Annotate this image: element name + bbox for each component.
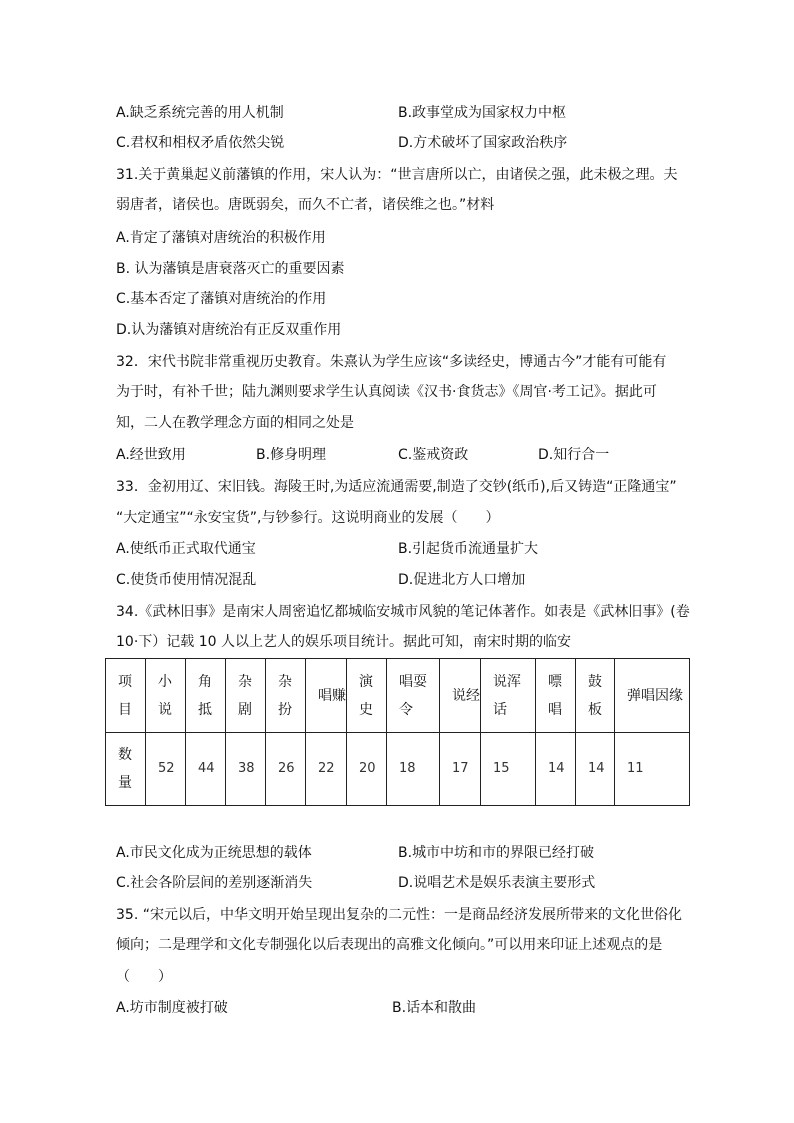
q32-stem-line-2: 为于时，有补千世；陆九渊则要求学生认真阅读《汉书·食货志》《周官·考工记》。据此可 <box>116 384 657 400</box>
table-item: 角抵 <box>186 659 226 733</box>
q33-stem-line-2: “大定通宝”“永安宝货”,与钞参行。这说明商业的发展（ ） <box>116 510 500 526</box>
table-count: 18 <box>387 733 440 806</box>
q33-option-c: C.使货币使用情况混乱 <box>116 572 257 588</box>
q31-stem-line-1: 31.关于黄巢起义前藩镇的作用，宋人认为：“世言唐所以亡，由诸侯之强，此未极之理。夫 <box>116 167 678 183</box>
q35-option-b: B.话本和散曲 <box>392 1000 477 1016</box>
q34-option-a: A.市民文化成为正统思想的载体 <box>116 845 312 861</box>
table-item: 唱赚 <box>306 659 347 733</box>
q32-stem-line-3: 知，二人在教学理念方面的相同之处是 <box>116 415 354 431</box>
q33-option-b: B.引起货币流通量扩大 <box>398 541 539 557</box>
q34-option-c: C.社会各阶层间的差别逐渐消失 <box>116 875 313 891</box>
q34-option-b: B.城市中坊和市的界限已经打破 <box>398 845 595 861</box>
q31-stem-line-2: 弱唐者，诸侯也。唐既弱矣，而久不亡者，诸侯维之也。”材料 <box>116 197 495 213</box>
q30-option-d: D.方术破坏了国家政治秩序 <box>398 135 568 151</box>
q35-stem-line-1: 35. “宋元以后，中华文明开始呈现出复杂的二元性：一是商品经济发展所带来的文化世俗化 <box>116 907 682 923</box>
table-item: 鼓板 <box>576 659 615 733</box>
table-item: 杂剧 <box>226 659 266 733</box>
q33-option-d: D.促进北方人口增加 <box>398 572 526 588</box>
q35-stem-line-3: （ ） <box>116 969 172 985</box>
table-count: 26 <box>266 733 306 806</box>
q32-option-d: D.知行合一 <box>538 447 610 463</box>
table-count: 15 <box>481 733 536 806</box>
table-count: 38 <box>226 733 266 806</box>
q31-option-c: C.基本否定了藩镇对唐统治的作用 <box>116 291 327 307</box>
q34-stem-line-1: 34.《武林旧事》是南宋人周密追忆都城临安城市风貌的笔记体著作。如表是《武林旧事》(卷 <box>116 604 690 620</box>
table-row-label: 数量 <box>106 733 146 806</box>
table-count: 14 <box>576 733 615 806</box>
table-count: 14 <box>536 733 576 806</box>
q35-option-a: A.坊市制度被打破 <box>116 1000 228 1016</box>
q30-option-c: C.君权和相权矛盾依然尖锐 <box>116 135 285 151</box>
entertainment-stats-table <box>105 658 690 806</box>
q32-option-b: B.修身明理 <box>256 447 327 463</box>
q31-option-b: B. 认为藩镇是唐衰落灭亡的重要因素 <box>116 261 345 277</box>
table-item: 演史 <box>347 659 387 733</box>
table-count: 22 <box>306 733 347 806</box>
q35-stem-line-2: 倾向；二是理学和文化专制强化以后表现出的高雅文化倾向。”可以用来印证上述观点的是 <box>116 937 663 953</box>
table-count: 52 <box>146 733 186 806</box>
q32-option-a: A.经世致用 <box>116 447 186 463</box>
q34-stem-line-2: 10·下）记载 10 人以上艺人的娱乐项目统计。据此可知，南宋时期的临安 <box>116 634 571 650</box>
q30-option-b: B.政事堂成为国家权力中枢 <box>398 105 567 121</box>
q30-option-a: A.缺乏系统完善的用人机制 <box>116 105 284 121</box>
table-item: 小说 <box>146 659 186 733</box>
q33-stem-line-1: 33．金初用辽、宋旧钱。海陵王时,为适应流通需要,制造了交钞(纸币),后又铸造“正隆通宝” <box>116 479 677 495</box>
table-item: 弹唱因缘 <box>615 659 690 733</box>
q33-option-a: A.使纸币正式取代通宝 <box>116 541 256 557</box>
q32-option-c: C.鉴戒资政 <box>398 447 469 463</box>
table-item: 杂扮 <box>266 659 306 733</box>
table-count: 20 <box>347 733 387 806</box>
table-count: 11 <box>615 733 690 806</box>
table-item: 嘌唱 <box>536 659 576 733</box>
q31-option-d: D.认为藩镇对唐统治有正反双重作用 <box>116 322 342 338</box>
table-count: 17 <box>440 733 481 806</box>
table-count-row <box>106 733 690 806</box>
table-head-label: 项目 <box>106 659 146 733</box>
table-item: 唱耍令 <box>387 659 440 733</box>
q34-option-d: D.说唱艺术是娱乐表演主要形式 <box>398 875 596 891</box>
table-item: 说经 <box>440 659 481 733</box>
q32-stem-line-1: 32．宋代书院非常重视历史教育。朱熹认为学生应该“多读经史，博通古今”才能有可能有 <box>116 354 667 370</box>
table-count: 44 <box>186 733 226 806</box>
table-item: 说浑话 <box>481 659 536 733</box>
q31-option-a: A.肯定了藩镇对唐统治的积极作用 <box>116 230 326 246</box>
table-header-row <box>106 659 690 733</box>
